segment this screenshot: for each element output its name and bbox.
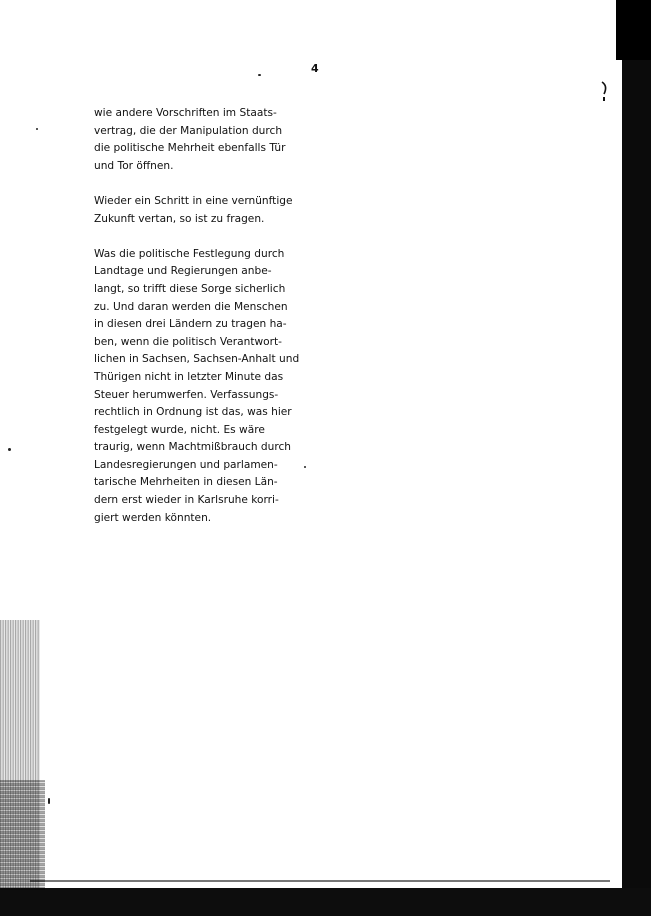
text-line: langt, so trifft diese Sorge sicherlich bbox=[94, 282, 286, 295]
text-line: Steuer herumwerfen. Verfassungs- bbox=[94, 388, 279, 401]
body-text bbox=[94, 105, 324, 545]
text-line: Thürigen nicht in letzter Minute das bbox=[94, 370, 284, 383]
text-line: tarische Mehrheiten in diesen Län- bbox=[94, 476, 278, 489]
paragraph bbox=[94, 193, 324, 228]
text-line: ben, wenn die politisch Verantwort- bbox=[94, 335, 282, 348]
text-line: Landtage und Regierungen anbe- bbox=[94, 265, 272, 278]
text-line: lichen in Sachsen, Sachsen-Anhalt und bbox=[94, 353, 300, 366]
text-line: Zukunft vertan, so ist zu fragen. bbox=[94, 212, 265, 225]
page-number: 4 bbox=[311, 62, 319, 75]
scan-edge-bottom bbox=[0, 888, 651, 916]
scan-edge-right-top bbox=[616, 0, 651, 60]
text-line: Wieder ein Schritt in eine vernünftige bbox=[94, 194, 293, 207]
text-line: die politische Mehrheit ebenfalls Tür bbox=[94, 142, 286, 155]
scan-speck bbox=[258, 74, 261, 76]
text-line: rechtlich in Ordnung ist das, was hier bbox=[94, 406, 292, 419]
scan-speck bbox=[36, 128, 38, 130]
scan-edge-right bbox=[622, 0, 651, 916]
paragraph bbox=[94, 246, 324, 528]
scan-mark-right bbox=[600, 80, 610, 102]
text-line: Landesregierungen und parlamen- bbox=[94, 458, 278, 471]
text-line: giert werden könnten. bbox=[94, 511, 212, 524]
text-line: und Tor öffnen. bbox=[94, 159, 174, 172]
text-line: vertrag, die der Manipulation durch bbox=[94, 124, 283, 137]
scan-speck bbox=[8, 448, 11, 451]
text-line: wie andere Vorschriften im Staats- bbox=[94, 107, 277, 119]
paragraph bbox=[94, 105, 324, 175]
scan-speck bbox=[48, 798, 50, 804]
text-line: Was die politische Festlegung durch bbox=[94, 247, 285, 260]
text-line: zu. Und daran werden die Menschen bbox=[94, 300, 288, 313]
text-line: dern erst wieder in Karlsruhe korri- bbox=[94, 494, 279, 507]
text-line: festgelegt wurde, nicht. Es wäre bbox=[94, 423, 265, 436]
scan-grain-left-lower bbox=[0, 780, 45, 890]
text-line: traurig, wenn Machtmißbrauch durch bbox=[94, 441, 292, 454]
text-line: in diesen drei Ländern zu tragen ha- bbox=[94, 318, 287, 331]
scan-edge-line bbox=[30, 880, 610, 882]
